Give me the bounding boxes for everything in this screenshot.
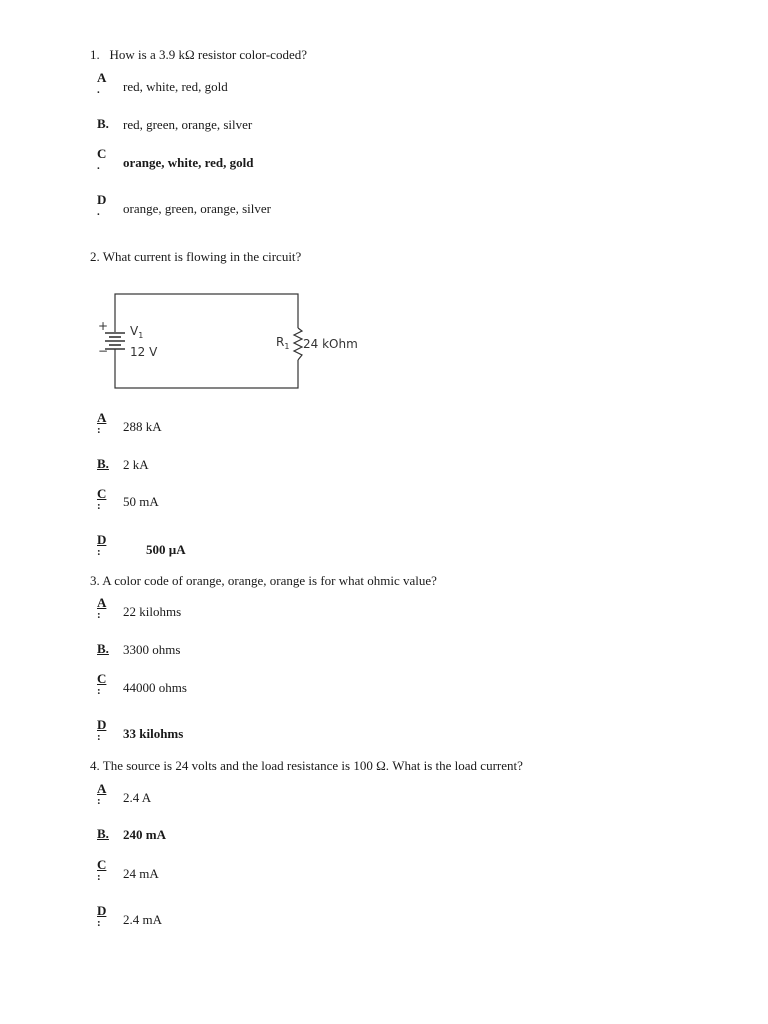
plus-sign: +	[98, 319, 109, 333]
answer-option-correct: 33 kilohms	[123, 726, 184, 741]
question-number: 4.	[90, 758, 100, 773]
minus-sign: −	[98, 344, 109, 358]
source-label: $V_1$	[130, 324, 144, 340]
question-text: How is a 3.9 kΩ resistor color-coded?	[109, 47, 307, 62]
question-2	[90, 249, 301, 265]
answer-option: red, white, red, gold	[123, 79, 228, 94]
answer-option: orange, green, orange, silver	[123, 201, 271, 216]
answer-option-correct: orange, white, red, gold	[123, 155, 254, 170]
option-letter-c: C :	[97, 671, 107, 697]
option-letter-d: D :	[97, 903, 107, 929]
option-letter-c: C :	[97, 486, 107, 512]
option-letter-a: A :	[97, 410, 107, 436]
answer-option: 24 mA	[123, 866, 159, 881]
question-text: A color code of orange, orange, orange is for what ohmic value?	[102, 573, 437, 588]
answer-option: 22 kilohms	[123, 604, 182, 619]
circuit-diagram	[92, 288, 372, 396]
answer-option: 288 kA	[123, 419, 162, 434]
circuit-wire	[115, 294, 298, 388]
question-text: The source is 24 volts and the load resistance is 100 Ω. What is the load current?	[102, 758, 523, 773]
answer-option: red, green, orange, silver	[123, 117, 253, 132]
answer-option: 2 kA	[123, 457, 149, 472]
option-letter-c: C :	[97, 857, 107, 883]
resistor-value: 24 kOhm	[303, 337, 358, 351]
option-letter-a: A .	[97, 70, 107, 96]
answer-option-correct: 240 mA	[123, 827, 166, 842]
option-letter-b: B.	[97, 456, 109, 471]
question-number: 2.	[90, 249, 100, 264]
question-number: 3.	[90, 573, 100, 588]
option-letter-a: A :	[97, 781, 107, 807]
answer-option: 44000 ohms	[123, 680, 187, 695]
option-letter-c: C .	[97, 146, 107, 172]
answer-option: 2.4 mA	[123, 912, 162, 927]
option-letter-b: B.	[97, 116, 109, 131]
resistor-label: $R_1$	[276, 335, 290, 351]
answer-option: 50 mA	[123, 494, 159, 509]
option-letter-d: D :	[97, 717, 107, 743]
option-letter-a: A :	[97, 595, 107, 621]
option-letter-d: D :	[97, 532, 107, 558]
answer-option: 2.4 A	[123, 790, 152, 805]
option-letter-b: B.	[97, 641, 109, 656]
question-3	[90, 573, 437, 589]
answer-option-correct: 500 µA	[146, 542, 186, 557]
question-text: What current is flowing in the circuit?	[102, 249, 302, 264]
option-letter-d: D .	[97, 192, 107, 218]
question-number: 1.	[90, 47, 100, 62]
question-4	[90, 758, 523, 774]
option-letter-b: B.	[97, 826, 109, 841]
question-1	[90, 47, 307, 63]
source-value: 12 V	[130, 345, 158, 359]
answer-option: 3300 ohms	[123, 642, 181, 657]
